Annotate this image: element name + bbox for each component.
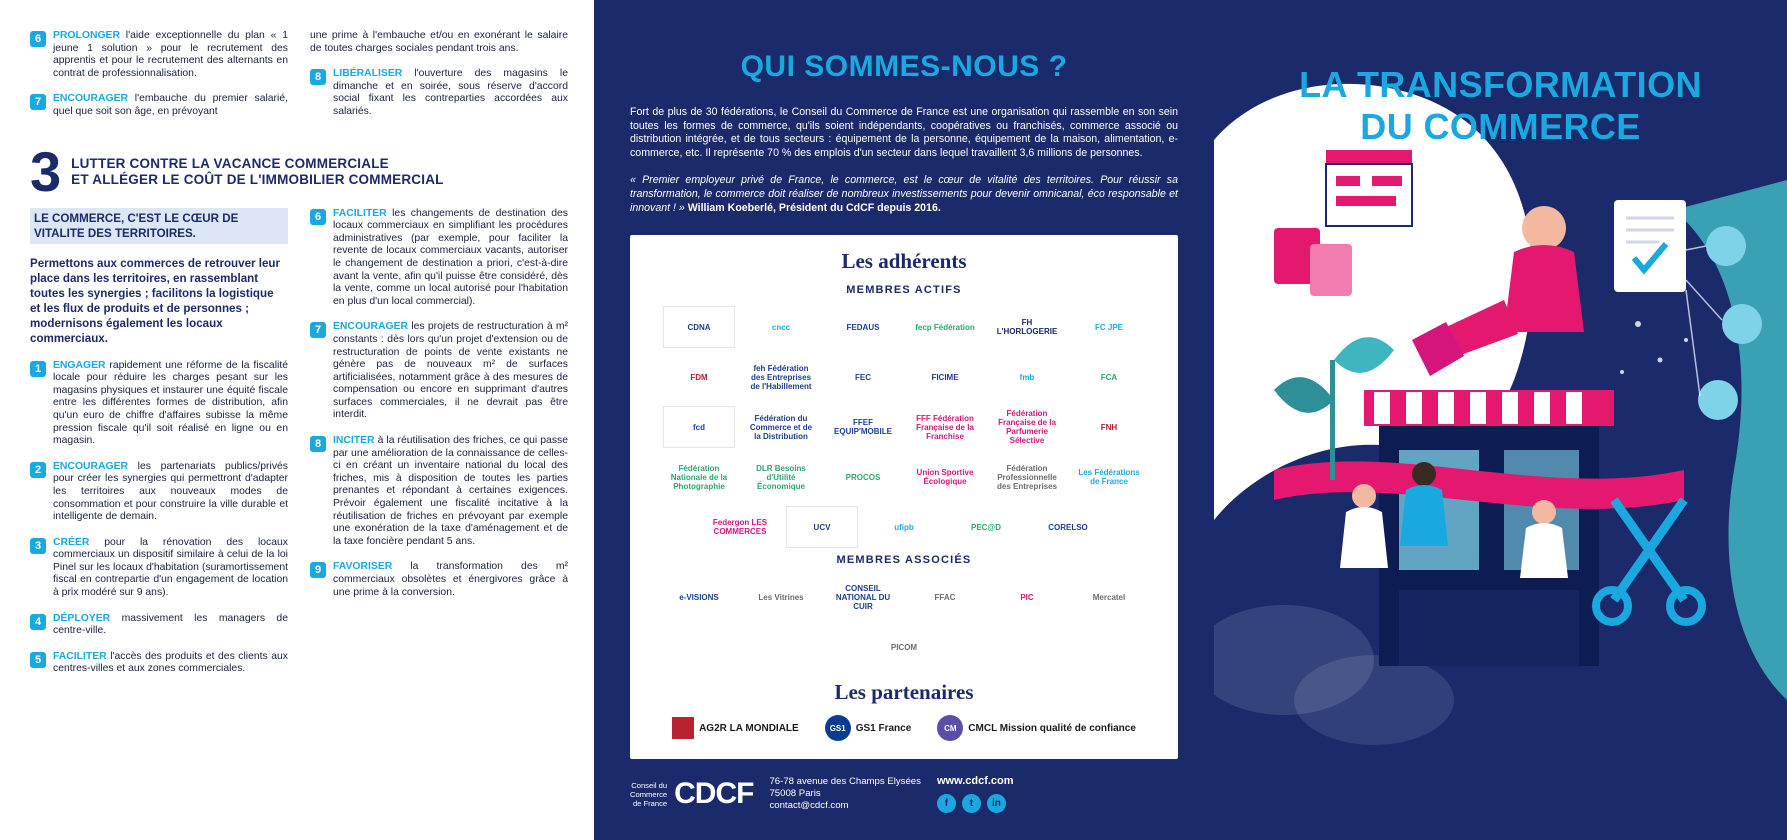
list-item bbox=[310, 561, 568, 599]
contact-address bbox=[769, 776, 920, 812]
ag2r-icon bbox=[672, 717, 694, 739]
logo-divider bbox=[1638, 759, 1639, 797]
list-item bbox=[310, 68, 568, 118]
item-number: 4 bbox=[30, 614, 46, 630]
cover-logo-subtext bbox=[1580, 760, 1629, 796]
item-number: 8 bbox=[310, 69, 326, 85]
member-logo: FFF Fédération Française de la Franchise bbox=[916, 413, 974, 441]
panel-footer bbox=[630, 775, 1178, 813]
cover-title-line1: PACTE POUR RÉUSSIR bbox=[1377, 38, 1624, 61]
item-number: 2 bbox=[30, 462, 46, 478]
associate-logo: e-VISIONS bbox=[679, 592, 719, 602]
cover-logo-line2: Commerce bbox=[1580, 771, 1629, 783]
item-number: 6 bbox=[30, 31, 46, 47]
item-text bbox=[333, 208, 568, 309]
item-body: rapidement une réforme de la fiscalité locale pour réduire les charges pesant sur les magasins physiques et instaurer une équité fiscale entre les différentes formes de distribution, afin qu'un euro de chiffre d'affaires subisse la même pression fiscale qu'il soit réalisé en ligne ou en magasin. bbox=[53, 359, 288, 447]
member-logo: FEC bbox=[855, 372, 871, 382]
partner-item bbox=[672, 717, 799, 739]
contact-email[interactable]: contact@cdcf.com bbox=[769, 800, 849, 812]
section-title-line2: ET ALLÉGER LE COÛT DE L'IMMOBILIER COMMERCIAL bbox=[71, 171, 444, 187]
item-text bbox=[333, 68, 568, 118]
item-body: l'embauche du premier salarié, quel que soit son âge, en prévoyant bbox=[53, 93, 288, 117]
item-number: 5 bbox=[30, 652, 46, 668]
cover-logo-line3: de France bbox=[1583, 783, 1629, 795]
quote-author: William Koeberlé, Président du CdCF depuis 2016. bbox=[687, 201, 941, 214]
list-item bbox=[30, 461, 288, 524]
member-logo: FDM bbox=[690, 372, 708, 382]
list-item-continuation bbox=[310, 30, 568, 55]
facebook-icon[interactable]: f bbox=[937, 794, 956, 813]
item-body: l'accès des produits et des clients aux centres-villes et aux zones commerciales. bbox=[53, 650, 288, 675]
cdcf-line3: de France bbox=[632, 798, 668, 808]
item-number: 7 bbox=[30, 94, 46, 110]
section-number: 3 bbox=[30, 139, 62, 203]
member-logo: PEC@D bbox=[970, 522, 1002, 532]
item-number: 1 bbox=[30, 361, 46, 377]
item-text bbox=[53, 30, 288, 80]
item-lead: ENGAGER bbox=[53, 359, 106, 371]
about-title: QUI SOMMES-NOUS ? bbox=[740, 50, 1068, 83]
item-text: une prime à l'embauche et/ou en exonérant le salaire de toutes charges sociales pendant trois ans. bbox=[310, 30, 568, 54]
member-logo: cncc bbox=[771, 322, 791, 332]
item-number: 3 bbox=[30, 538, 46, 554]
left-content-panel bbox=[0, 0, 594, 840]
item-text bbox=[53, 613, 288, 638]
item-text bbox=[53, 651, 288, 676]
member-logo: FCA bbox=[1100, 372, 1118, 382]
cover-panel bbox=[1214, 0, 1787, 840]
member-logo: Fédération Française de la Parfumerie Sélective bbox=[998, 409, 1056, 446]
partner-label: AG2R LA MONDIALE bbox=[699, 722, 799, 734]
website-link[interactable]: www.cdcf.com bbox=[936, 775, 1014, 788]
item-lead: ENCOURAGER bbox=[53, 93, 129, 105]
members-active-subheading: MEMBRES ACTIFS bbox=[846, 284, 962, 297]
members-associated-subheading: MEMBRES ASSOCIÉS bbox=[836, 554, 972, 567]
gs1-icon: GS1 bbox=[825, 715, 851, 741]
item-body: pour la rénovation des locaux commerciaux un dispositif similaire à celui de la loi Pinel sur les locaux d'habitation (suramortissement fiscal en contrepartie d'un engagement de location à prix modéré sur 9 ans). bbox=[53, 536, 288, 599]
item-text bbox=[53, 360, 288, 448]
members-card bbox=[630, 235, 1178, 759]
associate-logo: Mercatel bbox=[1092, 592, 1126, 602]
about-quote bbox=[630, 174, 1178, 215]
top-column-2 bbox=[310, 30, 568, 132]
list-item bbox=[30, 613, 288, 638]
member-logo: UCV bbox=[786, 506, 858, 548]
item-body: à la réutilisation des friches, ce qui passe par une amélioration de la connaissance de celles-ci en créant un inventaire national du local des friches, mis à disposition de toutes les parties prenantes et répondant à certaines exigences. Prévoir également une fiscalité incitative à la réutilisation de friches en prévoyant par exemple une exonération de la taxe d'aménagement et de la taxe foncière pendant 5 ans. bbox=[333, 435, 568, 547]
associate-logo: PICOM bbox=[890, 642, 918, 652]
partner-label: CMCL Mission qualité de confiance bbox=[968, 722, 1136, 734]
item-text bbox=[333, 321, 568, 422]
member-logo: Fédération Professionnelle des Entreprises bbox=[996, 463, 1058, 491]
item-text bbox=[53, 93, 288, 118]
top-columns bbox=[30, 30, 568, 132]
members-active-logos bbox=[646, 306, 1162, 548]
member-logo: FEDAUS bbox=[846, 322, 880, 332]
item-lead: CRÉER bbox=[53, 536, 90, 548]
member-logo: fecp Fédération bbox=[915, 322, 975, 332]
quote-text: « Premier employeur privé de France, le commerce, est le cœur de vitalité des territoires. Pour réussir sa transformation, le commerce doit réaliser de nombreux investissements pour devenir omnicanal, éco responsable et innovant ! » bbox=[630, 174, 1178, 214]
item-lead: LIBÉRALISER bbox=[333, 68, 403, 80]
item-body: les changements de destination des locaux commerciaux en simplifiant les procédures administratives (par exemple, pour faciliter la revente de locaux commerciaux vacants, autoriser le changement de destination a priori, c'est-à-dire avant la vente, afin qu'il puisse être considéré, dès la vente, comme un local autorisé pour l'habitation en plus d'un local commercial). bbox=[333, 207, 568, 307]
linkedin-icon[interactable]: in bbox=[987, 794, 1006, 813]
cover-title bbox=[1214, 38, 1787, 146]
item-lead: PROLONGER bbox=[53, 30, 120, 41]
member-logo: fcd bbox=[663, 406, 735, 448]
item-lead: INCITER bbox=[333, 435, 375, 447]
list-item bbox=[30, 651, 288, 676]
item-text bbox=[53, 537, 288, 600]
item-body: les projets de restructuration à m² constants : dès lors qu'un projet d'extension ou de restructuration de points de vente existants ne génère pas de nouveaux m² de surfaces artificialisées, notamment grâce à des mesures de compensation ou encore en supprimant d'autres surfaces commerciales, il ne devrait pas être interdit. bbox=[333, 321, 568, 421]
associate-logo: CONSEIL NATIONAL DU CUIR bbox=[835, 583, 891, 611]
item-body: l'ouverture des magasins le dimanche et en soirée, sous réserve d'accord social fixant les contreparties accordées aux salariés. bbox=[333, 68, 568, 117]
cdcf-line2: Commerce bbox=[630, 789, 668, 799]
section-columns bbox=[30, 208, 568, 689]
partners-heading: Les partenaires bbox=[834, 680, 974, 705]
members-heading: Les adhérents bbox=[841, 249, 967, 274]
associate-logo: PIC bbox=[1020, 592, 1034, 602]
item-lead: ENCOURAGER bbox=[53, 460, 129, 472]
cover-logo-line1: Conseil du bbox=[1581, 759, 1629, 771]
partner-logos bbox=[646, 715, 1162, 741]
item-body: l'aide exceptionnelle du plan « 1 jeune 1 solution » pour le recrutement des apprentis et pour le recrutement des alternants en contrat de professionnalisation. bbox=[53, 30, 288, 79]
member-logo: FH L'HORLOGERIE bbox=[996, 318, 1058, 337]
section-column-1 bbox=[30, 208, 288, 689]
section-title-line1: LUTTER CONTRE LA VACANCE COMMERCIALE bbox=[71, 155, 389, 171]
associate-logo: FFAC bbox=[934, 592, 956, 602]
section-title bbox=[71, 150, 443, 188]
section-column-2 bbox=[310, 208, 568, 689]
member-logo: Fédération Nationale de la Photographie bbox=[670, 463, 728, 491]
item-lead: FACILITER bbox=[53, 650, 107, 662]
section-header bbox=[30, 139, 568, 203]
item-text bbox=[53, 461, 288, 524]
item-number: 8 bbox=[310, 436, 326, 452]
item-lead: DÉPLOYER bbox=[53, 612, 111, 624]
item-lead: FAVORISER bbox=[333, 561, 393, 573]
member-logo: FFEF EQUIP'MOBILE bbox=[834, 418, 892, 437]
item-number: 6 bbox=[310, 209, 326, 225]
about-body: Fort de plus de 30 fédérations, le Conseil du Commerce de France est une organisation qui rassemble en son sein toutes les formes de commerce, qu'ils soient indépendants, coopératives ou franchisés, commerce associé ou distribution intégrée, et de tous secteurs : équipement de la personne, équipement de la maison, alimentation, e-commerce, etc. Il représente 70 % des emplois d'un secteur dans lequel travaillent 3,6 millions de personnes. bbox=[630, 106, 1178, 159]
list-item bbox=[310, 208, 568, 309]
partner-item bbox=[937, 715, 1136, 741]
member-logo: fmb bbox=[1019, 372, 1035, 382]
members-associated-logos bbox=[646, 576, 1162, 668]
item-lead: FACILITER bbox=[333, 207, 387, 219]
cover-cdcf-logo bbox=[1580, 755, 1753, 800]
member-logo: feh Fédération des Entreprises de l'Habillement bbox=[750, 363, 812, 391]
social-links bbox=[937, 794, 1014, 813]
address-line1: 76-78 avenue des Champs Elysées bbox=[769, 776, 921, 788]
cmcl-icon: CM bbox=[937, 715, 963, 741]
cdcf-wordmark: CDCF bbox=[674, 777, 754, 811]
member-logo: PROCOS bbox=[845, 472, 881, 482]
cdcf-line1: Conseil du bbox=[631, 780, 668, 790]
member-logo: Federgon LES COMMERCES bbox=[712, 518, 768, 537]
item-text bbox=[333, 435, 568, 548]
member-logo: Union Sportive Écologique bbox=[916, 468, 974, 487]
cdcf-logo bbox=[630, 777, 753, 811]
about-panel bbox=[594, 0, 1214, 840]
item-text bbox=[333, 561, 568, 599]
item-body: massivement les managers de centre-ville. bbox=[53, 612, 288, 637]
associate-logo: Les Vitrines bbox=[758, 592, 804, 602]
section-lead: Permettons aux commerces de retrouver leur place dans les territoires, en rassemblant toutes les synergies ; facilitons la logistique et les flux de produits et de personnes ; modernisons également les locaux commerciaux. bbox=[30, 256, 281, 345]
item-body: les partenariats publics/privés pour créer les synergies qui permettront d'adapter les territoires aux nouveaux modes de consommation et pour construire la ville durable et intelligente de demain. bbox=[53, 460, 288, 523]
list-item bbox=[30, 360, 288, 448]
list-item bbox=[30, 30, 288, 80]
member-logo: ufipb bbox=[894, 522, 914, 532]
top-column-1 bbox=[30, 30, 288, 132]
member-logo: DLR Besoins d'Utilité Économique bbox=[756, 463, 806, 491]
twitter-icon[interactable]: t bbox=[962, 794, 981, 813]
partner-item bbox=[825, 715, 912, 741]
list-item bbox=[30, 537, 288, 600]
member-logo: FC JPE bbox=[1094, 322, 1123, 332]
section-highlight: LE COMMERCE, C'EST LE CŒUR DE VITALITE DES TERRITOIRES. bbox=[30, 208, 288, 244]
item-lead: ENCOURAGER bbox=[333, 321, 409, 333]
item-number: 7 bbox=[310, 322, 326, 338]
address-line2: 75008 Paris bbox=[769, 788, 821, 800]
partner-label: GS1 France bbox=[855, 722, 912, 734]
item-number: 9 bbox=[310, 562, 326, 578]
list-item bbox=[310, 321, 568, 422]
cover-title-line3: DU COMMERCE bbox=[1360, 106, 1641, 147]
list-item bbox=[30, 93, 288, 118]
member-logo: FNH bbox=[1100, 422, 1118, 432]
member-logo: Fédération du Commerce et de la Distribution bbox=[749, 413, 813, 441]
item-body: la transformation des m² commerciaux obsolètes et énergivores grâce à une prime à la conversion. bbox=[333, 561, 568, 598]
member-logo: FICIME bbox=[931, 372, 959, 382]
cover-logo-wordmark: CDCF bbox=[1647, 755, 1753, 799]
member-logo: CDNA bbox=[663, 306, 735, 348]
web-block bbox=[937, 775, 1014, 813]
member-logo: CORELSO bbox=[1048, 522, 1088, 532]
list-item bbox=[310, 435, 568, 548]
member-logo: Les Fédérations de France bbox=[1078, 468, 1140, 487]
cdcf-logo-subtext bbox=[630, 781, 667, 808]
cover-title-line2: LA TRANSFORMATION bbox=[1299, 64, 1702, 105]
